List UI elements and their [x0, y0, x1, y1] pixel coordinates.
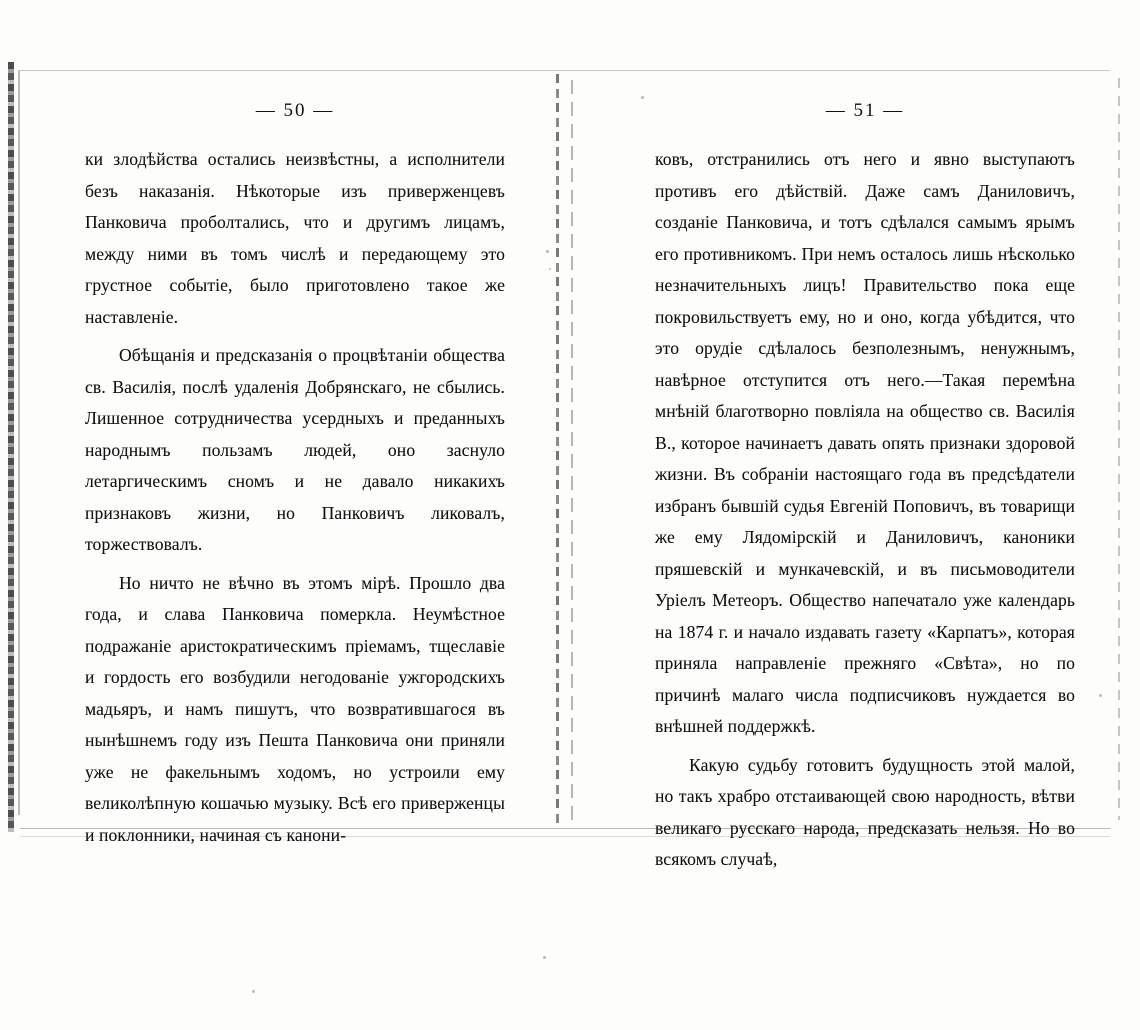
- page-number-right: — 51 —: [825, 100, 905, 121]
- paragraph: Какую судьбу готовитъ будущность этой малой, но такъ храбро отстаивающей свою народность, вѣтви великаго русскаго народа, предсказать нельзя. Но во всякомъ случаѣ,: [655, 754, 1075, 869]
- body-text-right: [655, 144, 1075, 876]
- paragraph: ки злодѣйства остались неизвѣстны, а исполнители безъ наказанія. Нѣкоторые изъ приверженцевъ Панковича проболтались, что и другимъ лицамъ, между ними въ томъ числѣ и передающему это грустное событіе, было приготовлено такое же наставленіе.: [85, 149, 505, 327]
- page-left: [85, 100, 505, 851]
- paragraph: ковъ, отстранились отъ него и явно выступаютъ противъ его дѣйствій. Даже самъ Даниловичъ, созданіе Панковича, и тотъ сдѣлался самымъ ярымъ его противникомъ. При немъ осталось лишь нѣсколько незначительныхъ лицъ! Правительство пока еще покровильствуетъ ему, но и оно, когда убѣдится, что это орудіе сдѣлалось безполезнымъ, ненужнымъ, навѣрное отступится отъ него.—Такая перемѣна мнѣній благотворно повліяла на общество св. Василія В., которое начинаетъ давать опять признаки здоровой жизни. Въ собраніи настоящаго года въ предсѣдатели избранъ бывшій судья Евгеній Поповичъ, въ товарищи же ему Лядомірскій и Даниловичъ, каноники пряшевскій и мункачевскій, и въ письмоводители Уріелъ Метеоръ. Общество напечатало уже календарь на 1874 г. и начало издавать газету «Карпатъ», которая приняла направленіе прежняго «Свѣта», но по причинѣ малаго числа подписчиковъ нуждается во внѣшней поддержкѣ.: [655, 149, 1075, 736]
- page-number-left: — 50 —: [255, 100, 335, 121]
- paragraph: Обѣщанія и предсказанія о процвѣтаніи общества св. Василія, послѣ удаленія Добрянскаго, не сбылись. Лишенное сотрудничества усердныхъ и преданныхъ народнымъ пользамъ людей, оно заснуло летаргическимъ сномъ и не давало никакихъ признаковъ жизни, но Панковичъ ликовалъ, торжествовалъ.: [85, 345, 505, 554]
- body-text-left: [85, 144, 505, 851]
- page-right: [655, 100, 1075, 876]
- paragraph: Но ничто не вѣчно въ этомъ мірѣ. Прошло два года, и слава Панковича померкла. Неумѣстное подражаніе аристократическимъ пріемамъ, тщеславіе и гордость его возбудили негодованіе ужгородскихъ мадьяръ, и намъ пишутъ, что возвратившагося въ нынѣшнемъ году изъ Пешта Панковича они приняли уже не факельнымъ ходомъ, но устроили ему великолѣпную кошачью музыку. Всѣ его приверженцы и поклонники, начиная съ канони-: [85, 572, 505, 845]
